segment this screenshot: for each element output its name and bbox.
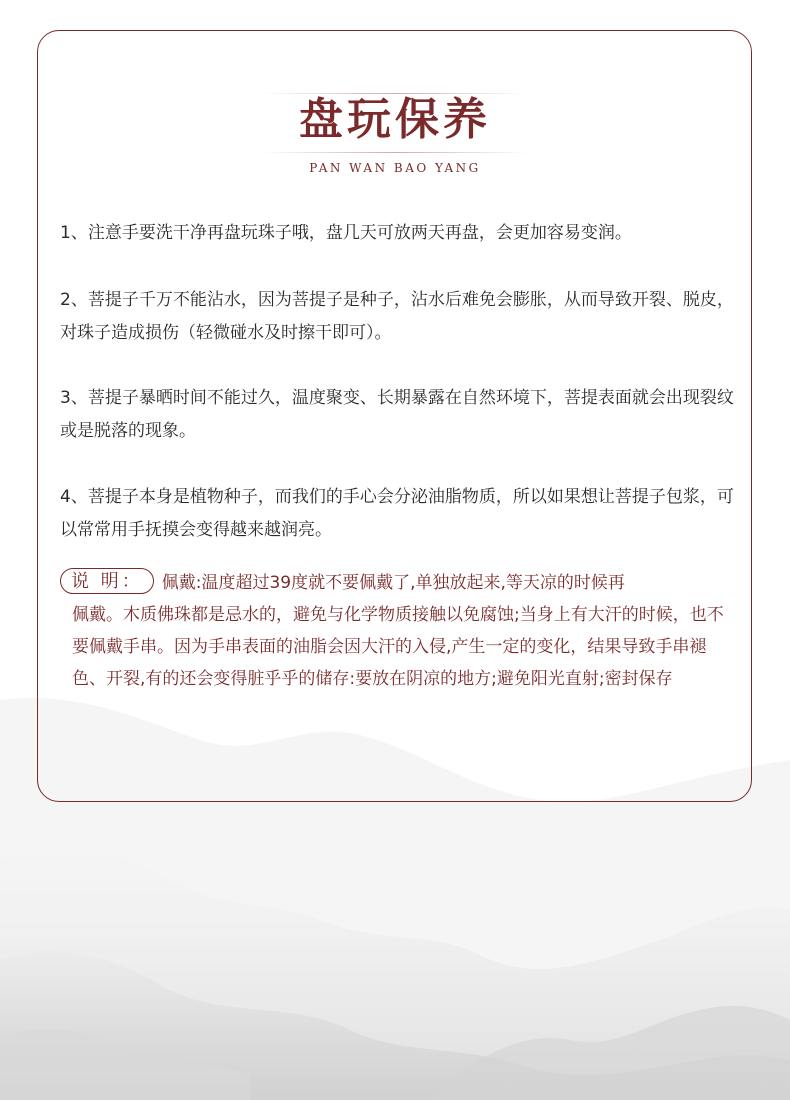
title-wrap [0,90,790,150]
page-subtitle: PAN WAN BAO YANG [309,161,481,175]
care-tip-4: 4、菩提子本身是植物种子，而我们的手心会分泌油脂物质，所以如果想让菩提子包浆，可以常常用手抚摸会变得越来越润亮。 [60,487,734,540]
note-label-badge: 说 明： [60,568,154,594]
note-first-line: 佩戴:温度超过39度就不要佩戴了,单独放起来,等天凉的时候再 [161,573,625,593]
note-body: 佩戴。木质佛珠都是忌水的，避免与化学物质接触以免腐蚀;当身上有大汗的时候，也不要佩戴手串。因为手串表面的油脂会因大汗的入侵,产生一定的变化，结果导致手串褪色、开裂,有的还会变得脏乎乎的储存:要放在阴凉的地方;避免阳光直射;密封保存 [72,605,724,689]
note-section [60,567,732,695]
title-divider-bottom [262,152,528,153]
care-tip-3: 3、菩提子暴晒时间不能过久，温度聚变、长期暴露在自然环境下，菩提表面就会出现裂纹或是脱落的现象。 [60,388,734,441]
care-tip-1: 1、注意手要洗干净再盘玩珠子哦，盘几天可放两天再盘，会更加容易变润。 [60,223,632,243]
page-title: 盘玩保养 [299,94,491,145]
care-tip-2: 2、菩提子千万不能沾水，因为菩提子是种子，沾水后难免会膨胀，从而导致开裂、脱皮，对珠子造成损伤（轻微碰水及时擦干即可）。 [60,290,734,343]
